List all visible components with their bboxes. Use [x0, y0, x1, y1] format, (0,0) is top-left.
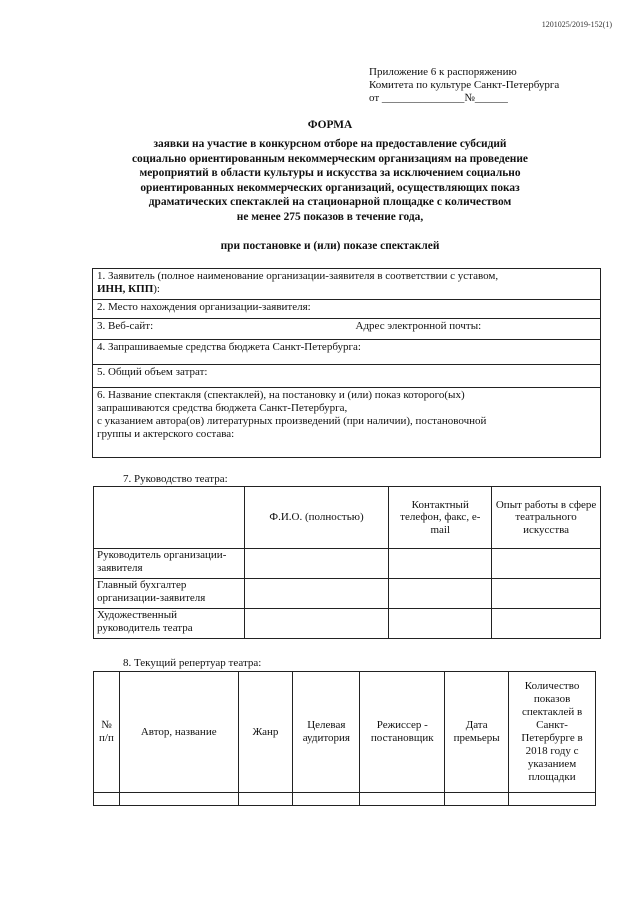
empty-header-cell: [94, 487, 245, 549]
accountant-experience-cell[interactable]: [492, 579, 601, 609]
form-title: ФОРМА: [307, 119, 353, 131]
repertoire-cell[interactable]: [360, 793, 445, 806]
appendix-line-1: Приложение 6 к распоряжению: [369, 66, 517, 78]
website-email-field[interactable]: [93, 319, 601, 340]
total-costs-label: 5. Общий объем затрат:: [97, 366, 208, 378]
location-field[interactable]: [93, 300, 601, 319]
row-label-art-director: Художественный руководитель театра: [94, 609, 245, 639]
art-director-contact-cell[interactable]: [389, 609, 492, 639]
accountant-contact-cell[interactable]: [389, 579, 492, 609]
total-costs-field[interactable]: [93, 365, 601, 388]
email-label: Адрес электронной почты:: [355, 320, 482, 332]
header-author-title: Автор, название: [119, 672, 238, 793]
section-8-label: 8. Текущий репертуар театра:: [123, 657, 262, 669]
applicant-label: 1. Заявитель (полное наименование организации-заявителя в соответствии с уставом,: [97, 270, 499, 282]
applicant-label-end: ):: [153, 283, 160, 295]
location-label: 2. Место нахождения организации-заявителя:: [97, 301, 311, 313]
row-label-accountant: Главный бухгалтер организации-заявителя: [94, 579, 245, 609]
performance-label-line: группы и актерского состава:: [97, 428, 235, 440]
appendix-note: [369, 66, 559, 105]
appendix-line-2: Комитета по культуре Санкт-Петербурга: [369, 79, 560, 91]
budget-funds-field[interactable]: [93, 340, 601, 365]
subtitle-last-line: при постановке и (или) показе спектаклей: [220, 240, 440, 252]
accountant-name-cell[interactable]: [244, 579, 389, 609]
appendix-line-3: от _______________№______: [369, 92, 508, 104]
director-experience-cell[interactable]: [492, 549, 601, 579]
performance-label-line: 6. Название спектакля (спектаклей), на постановку и (или) показ которого(ых): [97, 389, 465, 401]
header-director: Режиссер - постановщик: [360, 672, 445, 793]
document-number: 1201025/2019-152(1): [541, 20, 612, 29]
section-7-label: 7. Руководство театра:: [123, 473, 228, 485]
applicant-field[interactable]: [93, 269, 601, 300]
header-target-audience: Целевая аудитория: [293, 672, 360, 793]
website-label: 3. Веб-сайт:: [97, 320, 154, 332]
repertoire-cell[interactable]: [119, 793, 238, 806]
art-director-experience-cell[interactable]: [492, 609, 601, 639]
subtitle-line: ориентированных некоммерческих организаций, осуществляющих показ: [140, 181, 520, 194]
subtitle-line: мероприятий в области культуры и искусства за исключением социально: [139, 167, 521, 180]
repertoire-cell[interactable]: [509, 793, 596, 806]
budget-funds-label: 4. Запрашиваемые средства бюджета Санкт-Петербурга:: [97, 341, 361, 353]
repertoire-table: [93, 671, 596, 806]
performance-field[interactable]: [93, 388, 601, 458]
form-subtitle: [80, 137, 580, 225]
inn-kpp-label: ИНН, КПП: [97, 283, 154, 295]
subtitle-line: заявки на участие в конкурсном отборе на предоставление субсидий: [153, 138, 507, 150]
performance-label-line: запрашиваются средства бюджета Санкт-Петербурга,: [97, 402, 348, 414]
subtitle-line: драматических спектаклей на стационарной площадке с количеством: [148, 196, 512, 209]
header-experience: Опыт работы в сфере театрального искусства: [492, 487, 601, 549]
applicant-info-table: [92, 268, 601, 458]
director-name-cell[interactable]: [244, 549, 389, 579]
repertoire-cell[interactable]: [94, 793, 120, 806]
header-full-name: Ф.И.О. (полностью): [244, 487, 389, 549]
row-label-director: Руководитель организации-заявителя: [94, 549, 245, 579]
header-show-count: Количество показов спектаклей в Санкт-Петербурге в 2018 году с указанием площадки: [509, 672, 596, 793]
header-premiere-date: Дата премьеры: [445, 672, 509, 793]
repertoire-cell[interactable]: [445, 793, 509, 806]
header-genre: Жанр: [238, 672, 293, 793]
performance-label-line: с указанием автора(ов) литературных произведений (при наличии), постановочной: [97, 415, 487, 427]
art-director-name-cell[interactable]: [244, 609, 389, 639]
repertoire-cell[interactable]: [238, 793, 293, 806]
repertoire-cell[interactable]: [293, 793, 360, 806]
header-contact: Контактный телефон, факс, e-mail: [389, 487, 492, 549]
subtitle-line: не менее 275 показов в течение года,: [236, 210, 424, 223]
header-number: № п/п: [94, 672, 120, 793]
director-contact-cell[interactable]: [389, 549, 492, 579]
theatre-management-table: [93, 486, 601, 639]
subtitle-line: социально ориентированным некоммерческим организациям на проведение: [132, 152, 528, 165]
